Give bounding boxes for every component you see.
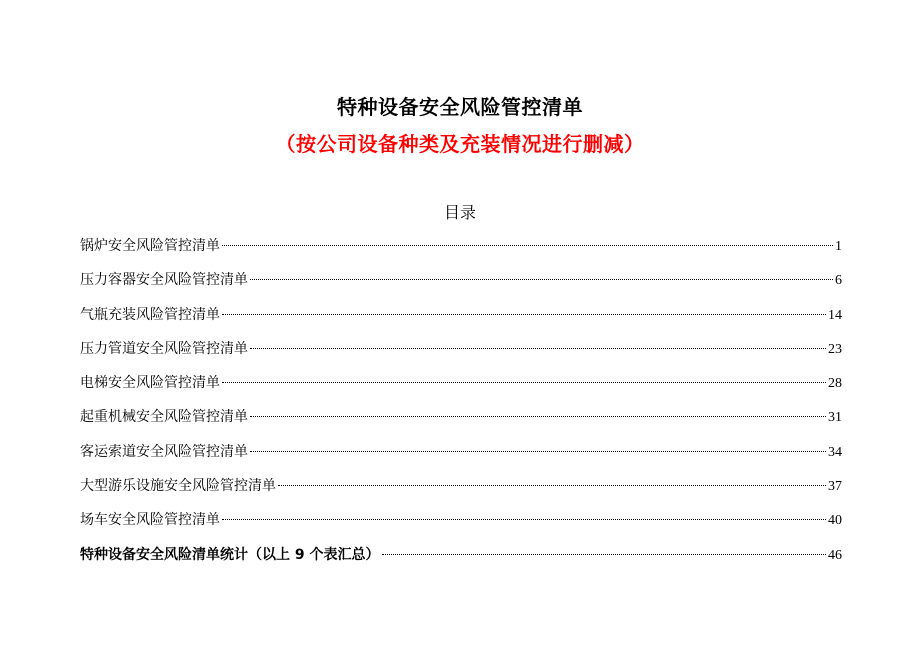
toc-dot-leader <box>250 279 833 280</box>
toc-entry[interactable] <box>80 235 842 269</box>
toc-page-number: 37 <box>828 479 842 495</box>
toc-dot-leader <box>222 245 833 246</box>
toc-entry-label: 客运索道安全风险管控清单 <box>80 443 248 460</box>
toc-entry[interactable] <box>80 269 842 303</box>
toc-dot-leader <box>222 314 826 315</box>
toc-entry-label: 压力容器安全风险管控清单 <box>80 272 248 289</box>
toc-page-number: 31 <box>828 410 842 426</box>
toc-entry[interactable] <box>80 372 842 406</box>
toc-entry-label: 特种设备安全风险清单统计（以上 9 个表汇总） <box>80 546 380 563</box>
toc-entry[interactable] <box>80 304 842 338</box>
table-of-contents <box>80 235 842 578</box>
toc-entry-label: 场车安全风险管控清单 <box>80 512 220 529</box>
toc-entry[interactable] <box>80 406 842 440</box>
toc-dot-leader <box>250 416 826 417</box>
toc-dot-leader <box>278 485 826 486</box>
toc-entry[interactable] <box>80 475 842 509</box>
toc-page-number: 23 <box>828 341 842 357</box>
toc-page-number: 6 <box>835 273 842 289</box>
document-title: 特种设备安全风险管控清单 <box>337 95 583 119</box>
toc-dot-leader <box>222 382 826 383</box>
toc-dot-leader <box>250 451 826 452</box>
toc-entry-label: 锅炉安全风险管控清单 <box>80 238 220 254</box>
toc-page-number: 1 <box>835 239 842 254</box>
toc-page-number: 28 <box>828 376 842 392</box>
toc-dot-leader <box>250 348 826 349</box>
toc-entry[interactable] <box>80 544 842 578</box>
toc-dot-leader <box>222 519 826 520</box>
toc-page-number: 40 <box>828 513 842 529</box>
toc-page-number: 14 <box>828 307 842 323</box>
toc-entry[interactable] <box>80 338 842 372</box>
toc-page-number: 46 <box>828 547 842 563</box>
toc-heading: 目录 <box>443 203 476 222</box>
toc-dot-leader <box>382 554 827 555</box>
toc-entry-label: 大型游乐设施安全风险管控清单 <box>80 478 276 495</box>
toc-page-number: 34 <box>828 444 842 460</box>
toc-entry[interactable] <box>80 441 842 475</box>
toc-entry-label: 气瓶充装风险管控清单 <box>80 306 220 323</box>
toc-entry-label: 起重机械安全风险管控清单 <box>80 409 248 426</box>
document-subtitle: （按公司设备种类及充装情况进行删减） <box>275 132 645 156</box>
toc-entry-label: 压力管道安全风险管控清单 <box>80 340 248 357</box>
toc-entry[interactable] <box>80 509 842 543</box>
toc-entry-label: 电梯安全风险管控清单 <box>80 375 220 392</box>
